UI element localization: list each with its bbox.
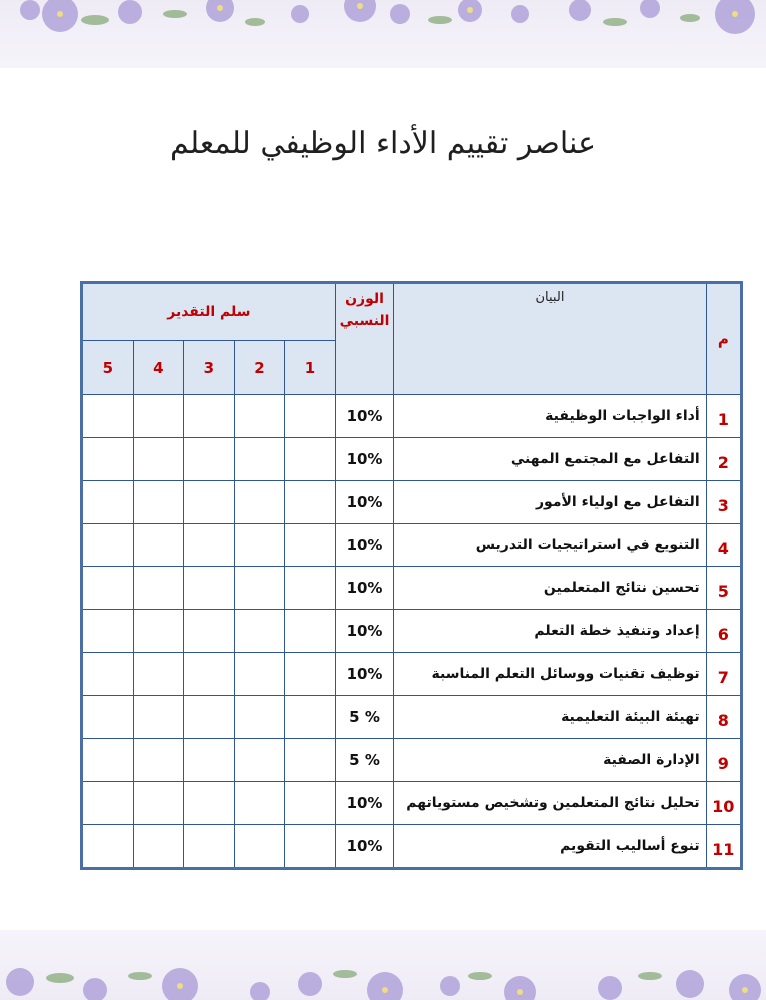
row-statement: توظيف تقنيات ووسائل التعلم المناسبة [394, 653, 706, 696]
score-cell-3[interactable] [184, 782, 235, 825]
score-cell-1[interactable] [285, 610, 336, 653]
scale-level-4: 4 [133, 341, 184, 395]
score-cell-3[interactable] [184, 825, 235, 869]
table-row [82, 481, 742, 524]
score-cell-5[interactable] [82, 653, 134, 696]
score-cell-3[interactable] [184, 438, 235, 481]
score-cell-5[interactable] [82, 696, 134, 739]
row-weight: 5 % [335, 739, 394, 782]
score-cell-4[interactable] [133, 481, 184, 524]
header-weight: الوزن النسبي [335, 283, 394, 395]
table-row [82, 696, 742, 739]
header-number: م [706, 283, 741, 395]
score-cell-3[interactable] [184, 696, 235, 739]
table-row [82, 782, 742, 825]
score-cell-3[interactable] [184, 653, 235, 696]
score-cell-1[interactable] [285, 696, 336, 739]
score-cell-2[interactable] [234, 524, 285, 567]
score-cell-4[interactable] [133, 610, 184, 653]
row-number: 1 [706, 395, 741, 438]
score-cell-5[interactable] [82, 610, 134, 653]
row-statement: أداء الواجبات الوظيفية [394, 395, 706, 438]
scale-level-3: 3 [184, 341, 235, 395]
row-statement: تهيئة البيئة التعليمية [394, 696, 706, 739]
table-body [82, 395, 742, 869]
row-number: 9 [706, 739, 741, 782]
table-row [82, 395, 742, 438]
score-cell-1[interactable] [285, 825, 336, 869]
table-row [82, 825, 742, 869]
score-cell-4[interactable] [133, 524, 184, 567]
row-weight: 10% [335, 395, 394, 438]
score-cell-5[interactable] [82, 782, 134, 825]
row-weight: 10% [335, 782, 394, 825]
score-cell-2[interactable] [234, 739, 285, 782]
score-cell-5[interactable] [82, 524, 134, 567]
scale-level-5: 5 [82, 341, 134, 395]
row-statement: إعداد وتنفيذ خطة التعلم [394, 610, 706, 653]
score-cell-5[interactable] [82, 395, 134, 438]
table-row [82, 610, 742, 653]
score-cell-3[interactable] [184, 610, 235, 653]
row-number: 5 [706, 567, 741, 610]
score-cell-5[interactable] [82, 438, 134, 481]
score-cell-2[interactable] [234, 653, 285, 696]
table-row [82, 739, 742, 782]
score-cell-2[interactable] [234, 567, 285, 610]
row-statement: التنويع في استراتيجيات التدريس [394, 524, 706, 567]
score-cell-4[interactable] [133, 782, 184, 825]
row-statement: تحسين نتائج المتعلمين [394, 567, 706, 610]
page-title: عناصر تقييم الأداء الوظيفي للمعلم [170, 126, 596, 161]
score-cell-1[interactable] [285, 739, 336, 782]
floral-decoration-bottom [0, 930, 766, 1000]
table-row [82, 653, 742, 696]
table-row [82, 524, 742, 567]
score-cell-5[interactable] [82, 825, 134, 869]
scale-level-2: 2 [234, 341, 285, 395]
row-number: 11 [706, 825, 741, 869]
scale-level-1: 1 [285, 341, 336, 395]
score-cell-4[interactable] [133, 696, 184, 739]
row-statement: تحليل نتائج المتعلمين وتشخيص مستوياتهم [394, 782, 706, 825]
bottom-floral-border [0, 930, 766, 1000]
row-weight: 10% [335, 438, 394, 481]
score-cell-1[interactable] [285, 438, 336, 481]
floral-decoration-top [0, 0, 766, 68]
score-cell-2[interactable] [234, 782, 285, 825]
row-number: 3 [706, 481, 741, 524]
row-number: 2 [706, 438, 741, 481]
score-cell-2[interactable] [234, 395, 285, 438]
row-number: 8 [706, 696, 741, 739]
score-cell-4[interactable] [133, 653, 184, 696]
score-cell-2[interactable] [234, 825, 285, 869]
score-cell-3[interactable] [184, 739, 235, 782]
score-cell-4[interactable] [133, 825, 184, 869]
row-weight: 10% [335, 825, 394, 869]
score-cell-2[interactable] [234, 481, 285, 524]
row-weight: 10% [335, 653, 394, 696]
score-cell-1[interactable] [285, 782, 336, 825]
score-cell-2[interactable] [234, 696, 285, 739]
score-cell-2[interactable] [234, 438, 285, 481]
table-row [82, 567, 742, 610]
row-statement: تنوع أساليب التقويم [394, 825, 706, 869]
top-floral-border [0, 0, 766, 68]
header-scale: سلم التقدير [82, 283, 336, 341]
row-weight: 10% [335, 481, 394, 524]
row-number: 10 [706, 782, 741, 825]
score-cell-3[interactable] [184, 481, 235, 524]
score-cell-1[interactable] [285, 653, 336, 696]
score-cell-1[interactable] [285, 567, 336, 610]
row-number: 6 [706, 610, 741, 653]
score-cell-1[interactable] [285, 395, 336, 438]
row-statement: التفاعل مع اولياء الأمور [394, 481, 706, 524]
row-statement: التفاعل مع المجتمع المهني [394, 438, 706, 481]
row-weight: 10% [335, 610, 394, 653]
row-statement: الإدارة الصفية [394, 739, 706, 782]
score-cell-5[interactable] [82, 481, 134, 524]
row-weight: 10% [335, 524, 394, 567]
row-number: 4 [706, 524, 741, 567]
score-cell-2[interactable] [234, 610, 285, 653]
table-row [82, 438, 742, 481]
score-cell-4[interactable] [133, 395, 184, 438]
table-header-row [82, 283, 742, 341]
score-cell-4[interactable] [133, 567, 184, 610]
header-statement: البيان [394, 283, 706, 395]
evaluation-table [80, 281, 743, 870]
row-weight: 10% [335, 567, 394, 610]
score-cell-1[interactable] [285, 481, 336, 524]
score-cell-5[interactable] [82, 739, 134, 782]
score-cell-4[interactable] [133, 438, 184, 481]
row-number: 7 [706, 653, 741, 696]
score-cell-3[interactable] [184, 524, 235, 567]
score-cell-4[interactable] [133, 739, 184, 782]
row-weight: 5 % [335, 696, 394, 739]
score-cell-3[interactable] [184, 567, 235, 610]
score-cell-5[interactable] [82, 567, 134, 610]
score-cell-3[interactable] [184, 395, 235, 438]
score-cell-1[interactable] [285, 524, 336, 567]
